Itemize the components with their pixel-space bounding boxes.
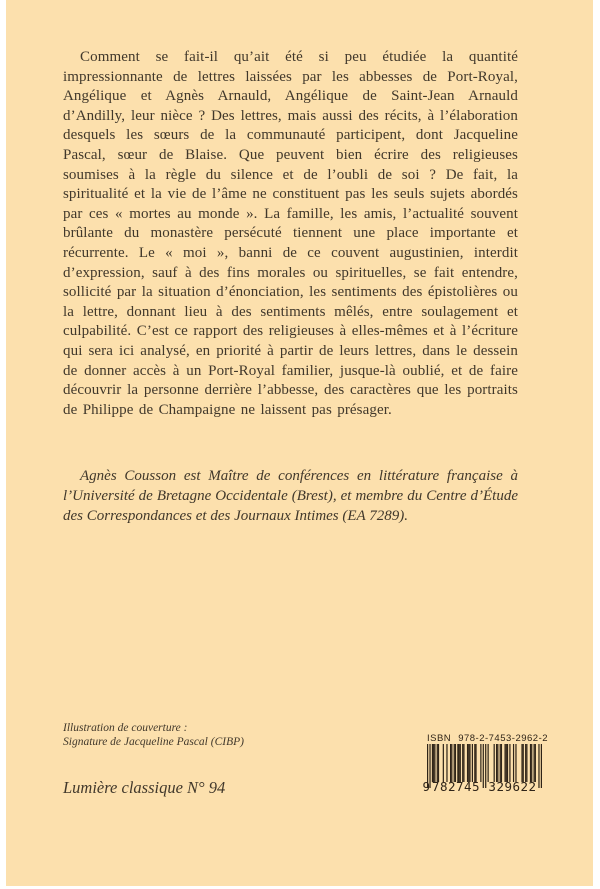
barcode-digits-group2: 329622: [488, 779, 537, 794]
barcode-digits-group1: 782745: [431, 779, 481, 794]
barcode-digit-left: 9: [422, 779, 430, 794]
synopsis-paragraph: Comment se fait-il qu’ait été si peu étudiée la quantité impressionnante de lettres laissées par les abbesses de Port-Royal, Angélique et Agnès Arnauld, Angélique de Saint-Jean Arnauld d’Andilly, leur nièce ? Des lettres, mais aussi des récits, à l’élaboration desquels les sœurs de la communauté participent, dont Jacqueline Pascal, sœur de Blaise. Que peuvent bien écrire des religieuses soumises à la règle du silence et de l’oubli de soi ? De fait, la spiritualité et la vie de l’âme ne constituent pas les seuls sujets abordés par ces « mortes au monde ». La famille, les amis, l’actualité souvent brûlante du monastère persécuté tiennent une place importante et récurrente. Le « moi », banni de ce couvent augustinien, interdit d’expression, sauf à des fins morales ou spirituelles, se fait entendre, sollicité par la situation d’énonciation, les sentiments des épistolières ou la lettre, donnant lieu à des sentiments mêlés, entre soulagement et culpabilité. C’est ce rapport des religieuses à elles-mêmes et à l’écriture qui sera ici analysé, en priorité à partir de leurs lettres, dans le dessein de donner accès à un Port-Royal familier, jusque-là oublié, et de faire découvrir la personne derrière l’abbesse, des caractères que les portraits de Philippe de Champaigne ne laissent pas présager.: [63, 49, 518, 418]
isbn-text-line: [427, 733, 548, 744]
series-title: Lumière classique N° 94: [63, 778, 226, 797]
author-bio-paragraph: Agnès Cousson est Maître de conférences en littérature française à l’Université de Bretagne Occidentale (Brest), et membre du Centre d’Étude des Correspondances et des Journaux Intimes (EA 7289).: [63, 468, 518, 524]
cover-illustration-credit: [63, 722, 244, 749]
isbn-barcode-block: [416, 733, 561, 803]
isbn-label: ISBN: [427, 733, 452, 744]
back-cover-page: [6, 0, 593, 886]
isbn-number: 978-2-7453-2962-2: [458, 733, 549, 744]
cover-credit-line1: Illustration de couverture :: [63, 722, 188, 734]
cover-credit-line2: Signature de Jacqueline Pascal (CIBP): [63, 735, 244, 748]
